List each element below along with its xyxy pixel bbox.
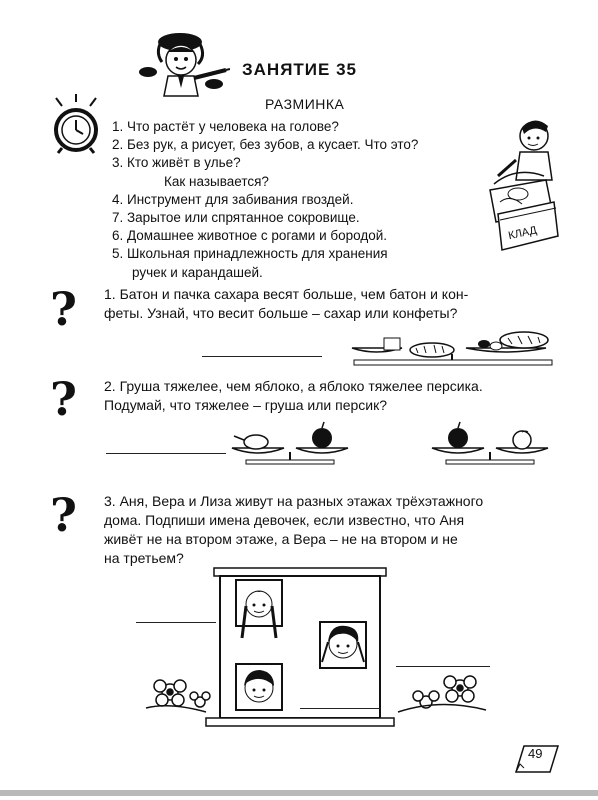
riddle-line: 2. Без рук, а рисует, без зубов, а кусает. Что это? xyxy=(112,137,419,153)
task-line: феты. Узнай, что весит больше – сахар или конфеты? xyxy=(104,305,458,321)
riddle-line: 6. Домашнее животное с рогами и бородой. xyxy=(112,228,388,244)
answer-line[interactable] xyxy=(396,666,490,667)
task-line: на третьем? xyxy=(104,550,184,566)
chest-label: КЛАД xyxy=(507,224,538,243)
mascot-girl-illustration xyxy=(138,28,230,98)
task-line: 3. Аня, Вера и Лиза живут на разных этажах трёхэтажного xyxy=(104,493,484,509)
treasure-chest-illustration xyxy=(476,110,566,260)
task-1-text xyxy=(104,285,564,323)
warmup-riddles xyxy=(112,118,512,282)
riddle-line: 1. Что растёт у человека на голове? xyxy=(112,119,339,134)
answer-line[interactable] xyxy=(202,356,322,357)
riddle-line: ручек и карандашей. xyxy=(132,264,263,280)
task-line: дома. Подпиши имена девочек, если известно, что Аня xyxy=(104,512,465,528)
scales-apple-peach-illustration xyxy=(428,418,552,468)
task-3-text xyxy=(104,492,564,568)
riddle-line: 4. Инструмент для забивания гвоздей. xyxy=(112,191,354,207)
task-2-text xyxy=(104,377,564,415)
riddle-line: 7. Зарытое или спрятанное сокровище. xyxy=(112,210,360,226)
lesson-title: ЗАНЯТИЕ 35 xyxy=(242,60,357,79)
riddle-line: 3. Кто живёт в улье? xyxy=(112,155,241,171)
task-line: Подумай, что тяжелее – груша или персик? xyxy=(104,397,388,413)
scales-bread-sugar-candy-illustration xyxy=(346,326,560,372)
page-number: 49 xyxy=(528,746,543,761)
riddle-line: Как называется? xyxy=(164,173,269,189)
task-line: 1. Батон и пачка сахара весят больше, чем батон и кон- xyxy=(104,286,469,302)
answer-line[interactable] xyxy=(136,622,216,623)
warmup-title: РАЗМИНКА xyxy=(265,96,345,112)
riddle-line: 5. Школьная принадлежность для хранения xyxy=(112,246,388,262)
question-mark-icon: ? xyxy=(50,372,77,426)
page-bottom-bar xyxy=(0,790,598,796)
scales-pear-apple-illustration xyxy=(228,418,352,468)
alarm-clock-icon xyxy=(48,94,104,154)
task-line: живёт не на втором этаже, а Вера – не на втором и не xyxy=(104,531,458,547)
task-line: 2. Груша тяжелее, чем яблоко, а яблоко тяжелее персика. xyxy=(104,378,483,394)
answer-line[interactable] xyxy=(106,453,226,454)
answer-line[interactable] xyxy=(300,708,380,709)
three-storey-house-illustration xyxy=(140,562,510,732)
question-mark-icon: ? xyxy=(50,282,77,336)
question-mark-icon: ? xyxy=(50,488,77,542)
